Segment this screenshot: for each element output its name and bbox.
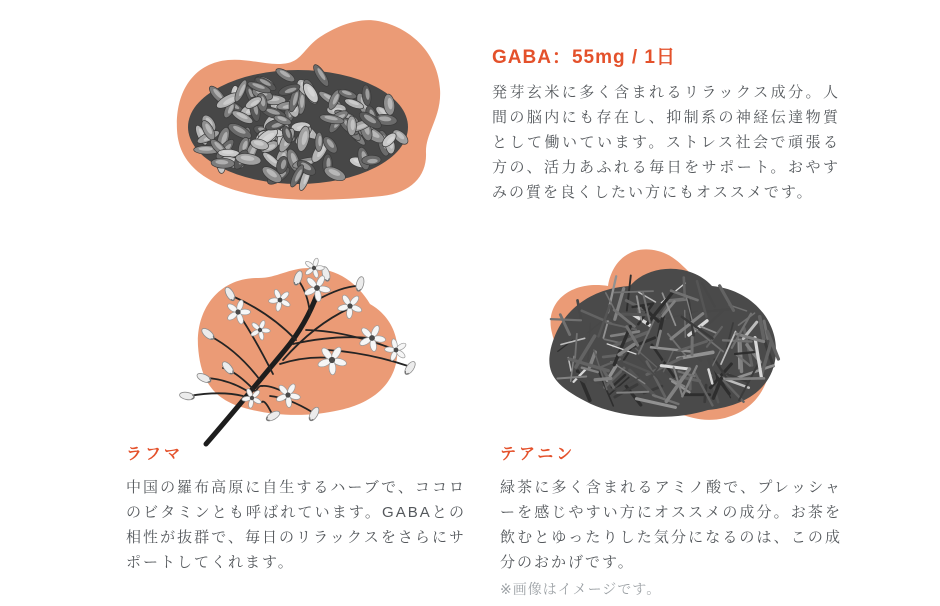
rafuma-flower-image [110, 238, 440, 450]
rafuma-description: 中国の羅布高原に自生するハーブで、ココロのビタミンとも呼ばれています。GABAとの相性が抜群で、毎日のリラックスをさらにサポートしてくれます。 [126, 479, 466, 571]
tea-leaves-image [530, 238, 870, 440]
rafuma-heading: ラフマ [126, 446, 184, 463]
rafuma-section [126, 441, 466, 575]
theanine-description: 緑茶に多く含まれるアミノ酸で、プレッシャーを感じやすい方にオススメの成分。お茶を飲むとゆったりした気分になるのは、この成分のおかげです。 [500, 479, 842, 571]
theanine-heading: テアニン [500, 446, 576, 463]
theanine-section [500, 441, 842, 600]
gaba-section [492, 42, 840, 205]
image-disclaimer-note: ※画像はイメージです。 [500, 581, 662, 597]
gaba-description: 発芽玄米に多く含まれるリラックス成分。人間の脳内にも存在し、抑制系の神経伝達物質として働いています。ストレス社会で頑張る方の、活力あふれる毎日をサポート。おやすみの質を良くしたい方にもオススメです。 [492, 84, 840, 201]
gaba-heading: GABA：55mg / 1日 [492, 47, 676, 68]
brown-rice-image [120, 5, 480, 225]
